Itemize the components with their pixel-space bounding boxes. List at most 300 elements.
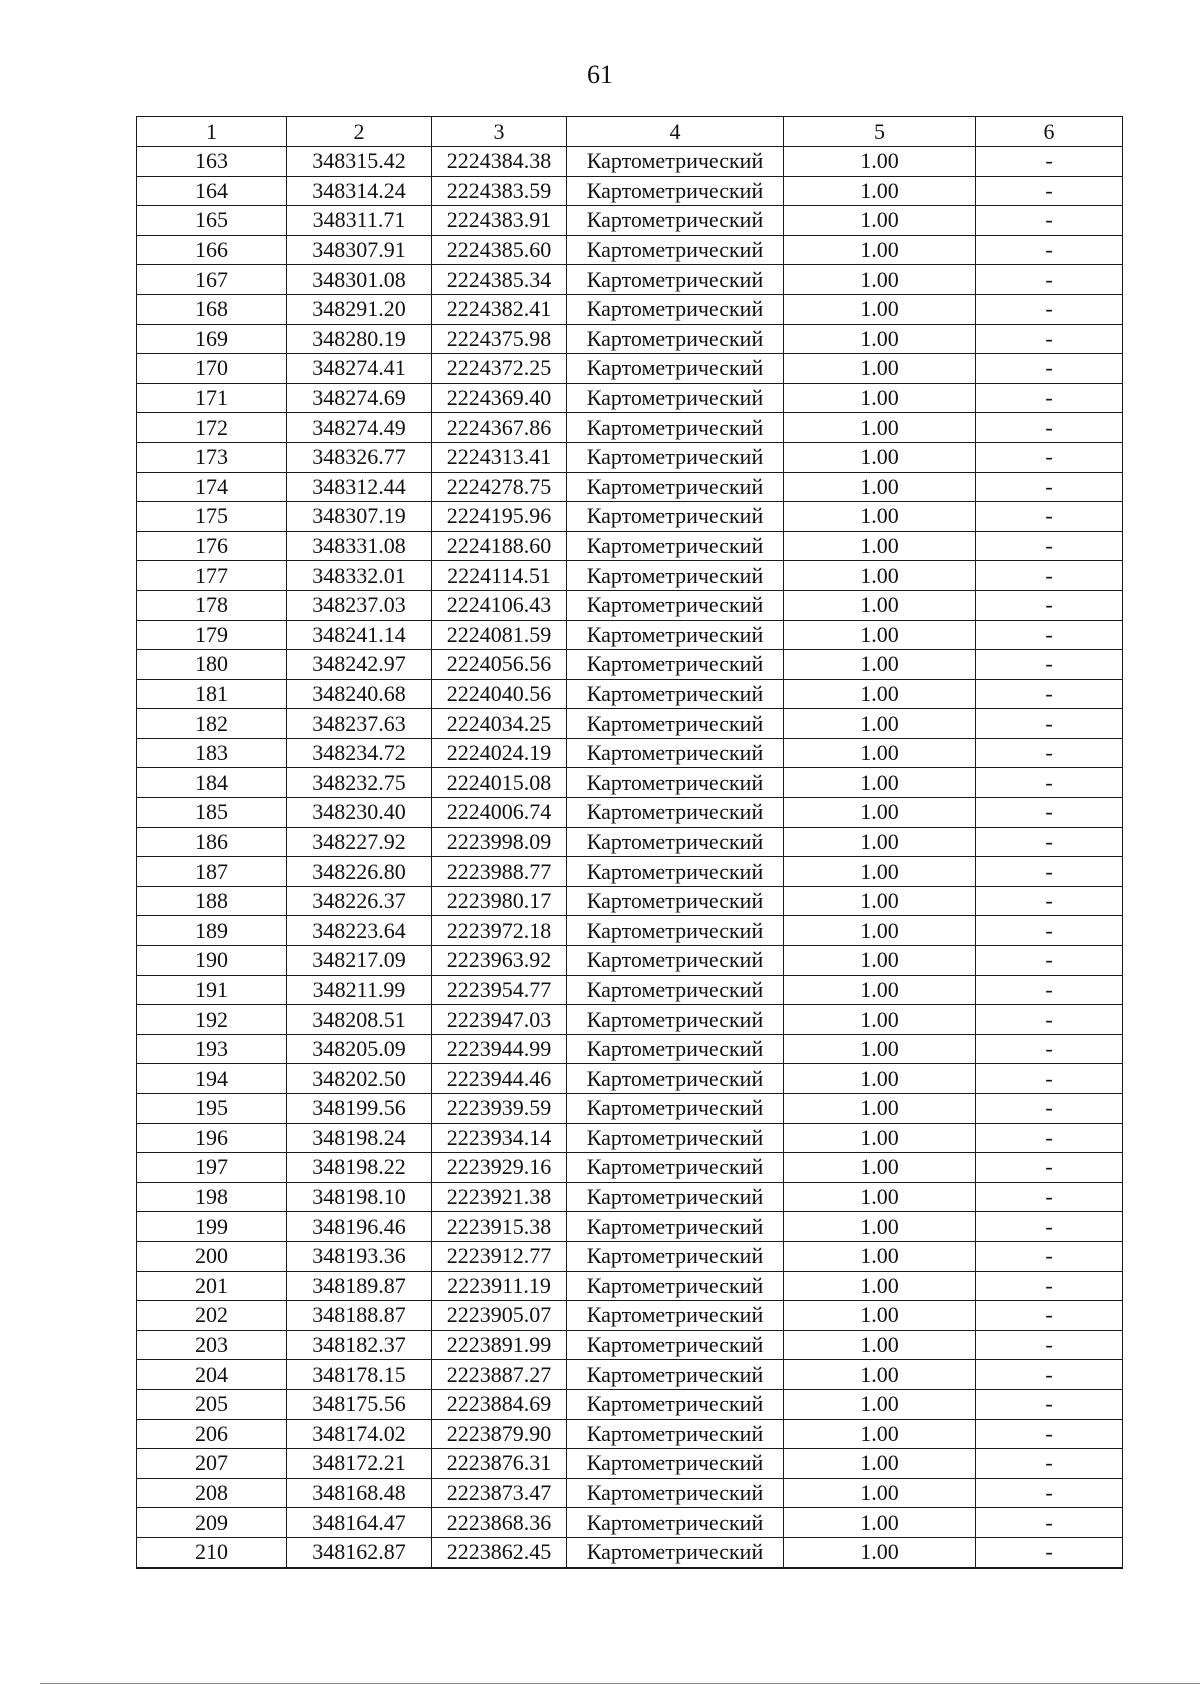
method-cell: Картометрический <box>567 1419 784 1449</box>
point-number-cell: 167 <box>137 265 287 295</box>
x-coordinate-cell: 348274.69 <box>287 383 432 413</box>
accuracy-cell: 1.00 <box>784 679 976 709</box>
x-coordinate-cell: 348172.21 <box>287 1449 432 1479</box>
note-cell: - <box>976 1153 1123 1183</box>
method-cell: Картометрический <box>567 1301 784 1331</box>
y-coordinate-cell: 2224367.86 <box>432 413 567 443</box>
point-number-cell: 199 <box>137 1212 287 1242</box>
y-coordinate-cell: 2223862.45 <box>432 1537 567 1567</box>
y-coordinate-cell: 2224369.40 <box>432 383 567 413</box>
accuracy-cell: 1.00 <box>784 383 976 413</box>
y-coordinate-cell: 2223998.09 <box>432 827 567 857</box>
method-cell: Картометрический <box>567 1182 784 1212</box>
table-row <box>137 531 1123 561</box>
accuracy-cell: 1.00 <box>784 531 976 561</box>
method-cell: Картометрический <box>567 798 784 828</box>
point-number-cell: 193 <box>137 1034 287 1064</box>
note-cell: - <box>976 590 1123 620</box>
point-number-cell: 200 <box>137 1241 287 1271</box>
note-cell: - <box>976 886 1123 916</box>
table-row <box>137 590 1123 620</box>
method-cell: Картометрический <box>567 827 784 857</box>
point-number-cell: 171 <box>137 383 287 413</box>
x-coordinate-cell: 348274.49 <box>287 413 432 443</box>
y-coordinate-cell: 2223911.19 <box>432 1271 567 1301</box>
method-cell: Картометрический <box>567 886 784 916</box>
note-cell: - <box>976 206 1123 236</box>
method-cell: Картометрический <box>567 1449 784 1479</box>
y-coordinate-cell: 2223988.77 <box>432 857 567 887</box>
x-coordinate-cell: 348168.48 <box>287 1478 432 1508</box>
y-coordinate-cell: 2223873.47 <box>432 1478 567 1508</box>
x-coordinate-cell: 348208.51 <box>287 1005 432 1035</box>
note-cell: - <box>976 1301 1123 1331</box>
point-number-cell: 194 <box>137 1064 287 1094</box>
accuracy-cell: 1.00 <box>784 1005 976 1035</box>
method-cell: Картометрический <box>567 1034 784 1064</box>
accuracy-cell: 1.00 <box>784 1360 976 1390</box>
method-cell: Картометрический <box>567 1212 784 1242</box>
y-coordinate-cell: 2224034.25 <box>432 709 567 739</box>
accuracy-cell: 1.00 <box>784 1241 976 1271</box>
point-number-cell: 197 <box>137 1153 287 1183</box>
accuracy-cell: 1.00 <box>784 650 976 680</box>
table-row <box>137 442 1123 472</box>
point-number-cell: 188 <box>137 886 287 916</box>
table-row <box>137 235 1123 265</box>
x-coordinate-cell: 348226.80 <box>287 857 432 887</box>
accuracy-cell: 1.00 <box>784 354 976 384</box>
y-coordinate-cell: 2224278.75 <box>432 472 567 502</box>
accuracy-cell: 1.00 <box>784 176 976 206</box>
point-number-cell: 185 <box>137 798 287 828</box>
accuracy-cell: 1.00 <box>784 1419 976 1449</box>
note-cell: - <box>976 1449 1123 1479</box>
x-coordinate-cell: 348332.01 <box>287 561 432 591</box>
method-cell: Картометрический <box>567 1005 784 1035</box>
table-row <box>137 324 1123 354</box>
y-coordinate-cell: 2224382.41 <box>432 294 567 324</box>
method-cell: Картометрический <box>567 324 784 354</box>
note-cell: - <box>976 709 1123 739</box>
x-coordinate-cell: 348193.36 <box>287 1241 432 1271</box>
table-row <box>137 1212 1123 1242</box>
x-coordinate-cell: 348174.02 <box>287 1419 432 1449</box>
y-coordinate-cell: 2223934.14 <box>432 1123 567 1153</box>
y-coordinate-cell: 2223891.99 <box>432 1330 567 1360</box>
y-coordinate-cell: 2223912.77 <box>432 1241 567 1271</box>
x-coordinate-cell: 348188.87 <box>287 1301 432 1331</box>
method-cell: Картометрический <box>567 472 784 502</box>
method-cell: Картометрический <box>567 1508 784 1538</box>
note-cell: - <box>976 798 1123 828</box>
y-coordinate-cell: 2223876.31 <box>432 1449 567 1479</box>
point-number-cell: 192 <box>137 1005 287 1035</box>
point-number-cell: 183 <box>137 738 287 768</box>
y-coordinate-cell: 2223915.38 <box>432 1212 567 1242</box>
note-cell: - <box>976 472 1123 502</box>
table-body <box>137 147 1123 1568</box>
method-cell: Картометрический <box>567 975 784 1005</box>
table-row <box>137 1153 1123 1183</box>
x-coordinate-cell: 348307.19 <box>287 502 432 532</box>
method-cell: Картометрический <box>567 1064 784 1094</box>
y-coordinate-cell: 2223929.16 <box>432 1153 567 1183</box>
note-cell: - <box>976 147 1123 177</box>
method-cell: Картометрический <box>567 650 784 680</box>
note-cell: - <box>976 738 1123 768</box>
point-number-cell: 172 <box>137 413 287 443</box>
x-coordinate-cell: 348175.56 <box>287 1389 432 1419</box>
column-header-6: 6 <box>976 117 1123 147</box>
note-cell: - <box>976 1271 1123 1301</box>
y-coordinate-cell: 2224385.60 <box>432 235 567 265</box>
point-number-cell: 163 <box>137 147 287 177</box>
note-cell: - <box>976 1094 1123 1124</box>
note-cell: - <box>976 531 1123 561</box>
table-row <box>137 679 1123 709</box>
point-number-cell: 205 <box>137 1389 287 1419</box>
column-header-3: 3 <box>432 117 567 147</box>
x-coordinate-cell: 348196.46 <box>287 1212 432 1242</box>
point-number-cell: 198 <box>137 1182 287 1212</box>
x-coordinate-cell: 348226.37 <box>287 886 432 916</box>
point-number-cell: 176 <box>137 531 287 561</box>
accuracy-cell: 1.00 <box>784 738 976 768</box>
x-coordinate-cell: 348291.20 <box>287 294 432 324</box>
x-coordinate-cell: 348198.10 <box>287 1182 432 1212</box>
y-coordinate-cell: 2223954.77 <box>432 975 567 1005</box>
table-row <box>137 768 1123 798</box>
accuracy-cell: 1.00 <box>784 1271 976 1301</box>
note-cell: - <box>976 857 1123 887</box>
accuracy-cell: 1.00 <box>784 147 976 177</box>
note-cell: - <box>976 1182 1123 1212</box>
point-number-cell: 209 <box>137 1508 287 1538</box>
point-number-cell: 206 <box>137 1419 287 1449</box>
note-cell: - <box>976 324 1123 354</box>
y-coordinate-cell: 2224024.19 <box>432 738 567 768</box>
table-row <box>137 1241 1123 1271</box>
method-cell: Картометрический <box>567 265 784 295</box>
method-cell: Картометрический <box>567 354 784 384</box>
point-number-cell: 203 <box>137 1330 287 1360</box>
y-coordinate-cell: 2223980.17 <box>432 886 567 916</box>
point-number-cell: 179 <box>137 620 287 650</box>
method-cell: Картометрический <box>567 1389 784 1419</box>
x-coordinate-cell: 348178.15 <box>287 1360 432 1390</box>
method-cell: Картометрический <box>567 1330 784 1360</box>
note-cell: - <box>976 1389 1123 1419</box>
note-cell: - <box>976 561 1123 591</box>
y-coordinate-cell: 2223884.69 <box>432 1389 567 1419</box>
x-coordinate-cell: 348189.87 <box>287 1271 432 1301</box>
table-row <box>137 206 1123 236</box>
note-cell: - <box>976 1034 1123 1064</box>
accuracy-cell: 1.00 <box>784 590 976 620</box>
note-cell: - <box>976 1212 1123 1242</box>
x-coordinate-cell: 348230.40 <box>287 798 432 828</box>
method-cell: Картометрический <box>567 413 784 443</box>
note-cell: - <box>976 354 1123 384</box>
method-cell: Картометрический <box>567 709 784 739</box>
table-row <box>137 975 1123 1005</box>
accuracy-cell: 1.00 <box>784 1212 976 1242</box>
method-cell: Картометрический <box>567 679 784 709</box>
table-row <box>137 1508 1123 1538</box>
note-cell: - <box>976 620 1123 650</box>
table-row <box>137 383 1123 413</box>
note-cell: - <box>976 1330 1123 1360</box>
table-row <box>137 413 1123 443</box>
point-number-cell: 189 <box>137 916 287 946</box>
note-cell: - <box>976 1005 1123 1035</box>
x-coordinate-cell: 348199.56 <box>287 1094 432 1124</box>
table-row <box>137 827 1123 857</box>
table-row <box>137 1182 1123 1212</box>
x-coordinate-cell: 348312.44 <box>287 472 432 502</box>
point-number-cell: 166 <box>137 235 287 265</box>
accuracy-cell: 1.00 <box>784 1508 976 1538</box>
table-row <box>137 1478 1123 1508</box>
accuracy-cell: 1.00 <box>784 324 976 354</box>
y-coordinate-cell: 2223947.03 <box>432 1005 567 1035</box>
accuracy-cell: 1.00 <box>784 294 976 324</box>
y-coordinate-cell: 2224375.98 <box>432 324 567 354</box>
point-number-cell: 201 <box>137 1271 287 1301</box>
note-cell: - <box>976 265 1123 295</box>
x-coordinate-cell: 348234.72 <box>287 738 432 768</box>
accuracy-cell: 1.00 <box>784 946 976 976</box>
table-row <box>137 265 1123 295</box>
note-cell: - <box>976 1064 1123 1094</box>
x-coordinate-cell: 348240.68 <box>287 679 432 709</box>
y-coordinate-cell: 2223887.27 <box>432 1360 567 1390</box>
y-coordinate-cell: 2223944.46 <box>432 1064 567 1094</box>
method-cell: Картометрический <box>567 206 784 236</box>
note-cell: - <box>976 1123 1123 1153</box>
method-cell: Картометрический <box>567 1153 784 1183</box>
y-coordinate-cell: 2224006.74 <box>432 798 567 828</box>
accuracy-cell: 1.00 <box>784 1034 976 1064</box>
note-cell: - <box>976 383 1123 413</box>
method-cell: Картометрический <box>567 1094 784 1124</box>
point-number-cell: 182 <box>137 709 287 739</box>
accuracy-cell: 1.00 <box>784 1389 976 1419</box>
note-cell: - <box>976 442 1123 472</box>
point-number-cell: 174 <box>137 472 287 502</box>
y-coordinate-cell: 2224106.43 <box>432 590 567 620</box>
x-coordinate-cell: 348326.77 <box>287 442 432 472</box>
table-row <box>137 502 1123 532</box>
x-coordinate-cell: 348202.50 <box>287 1064 432 1094</box>
table-row <box>137 147 1123 177</box>
table-row <box>137 1271 1123 1301</box>
method-cell: Картометрический <box>567 1271 784 1301</box>
y-coordinate-cell: 2224383.91 <box>432 206 567 236</box>
y-coordinate-cell: 2224056.56 <box>432 650 567 680</box>
accuracy-cell: 1.00 <box>784 235 976 265</box>
table-row <box>137 798 1123 828</box>
coordinates-table <box>136 116 1123 1569</box>
y-coordinate-cell: 2224114.51 <box>432 561 567 591</box>
note-cell: - <box>976 1537 1123 1567</box>
point-number-cell: 170 <box>137 354 287 384</box>
note-cell: - <box>976 946 1123 976</box>
note-cell: - <box>976 1419 1123 1449</box>
method-cell: Картометрический <box>567 1537 784 1567</box>
y-coordinate-cell: 2223939.59 <box>432 1094 567 1124</box>
note-cell: - <box>976 502 1123 532</box>
x-coordinate-cell: 348311.71 <box>287 206 432 236</box>
x-coordinate-cell: 348331.08 <box>287 531 432 561</box>
point-number-cell: 207 <box>137 1449 287 1479</box>
x-coordinate-cell: 348223.64 <box>287 916 432 946</box>
table-row <box>137 354 1123 384</box>
accuracy-cell: 1.00 <box>784 1478 976 1508</box>
note-cell: - <box>976 235 1123 265</box>
y-coordinate-cell: 2224313.41 <box>432 442 567 472</box>
method-cell: Картометрический <box>567 502 784 532</box>
x-coordinate-cell: 348182.37 <box>287 1330 432 1360</box>
point-number-cell: 181 <box>137 679 287 709</box>
note-cell: - <box>976 1478 1123 1508</box>
note-cell: - <box>976 1508 1123 1538</box>
x-coordinate-cell: 348307.91 <box>287 235 432 265</box>
method-cell: Картометрический <box>567 916 784 946</box>
table-row <box>137 857 1123 887</box>
point-number-cell: 184 <box>137 768 287 798</box>
y-coordinate-cell: 2224372.25 <box>432 354 567 384</box>
point-number-cell: 164 <box>137 176 287 206</box>
note-cell: - <box>976 413 1123 443</box>
x-coordinate-cell: 348232.75 <box>287 768 432 798</box>
accuracy-cell: 1.00 <box>784 1449 976 1479</box>
point-number-cell: 210 <box>137 1537 287 1567</box>
x-coordinate-cell: 348211.99 <box>287 975 432 1005</box>
method-cell: Картометрический <box>567 1478 784 1508</box>
table-row <box>137 709 1123 739</box>
x-coordinate-cell: 348274.41 <box>287 354 432 384</box>
point-number-cell: 180 <box>137 650 287 680</box>
accuracy-cell: 1.00 <box>784 561 976 591</box>
note-cell: - <box>976 975 1123 1005</box>
method-cell: Картометрический <box>567 1241 784 1271</box>
accuracy-cell: 1.00 <box>784 620 976 650</box>
note-cell: - <box>976 1360 1123 1390</box>
accuracy-cell: 1.00 <box>784 1182 976 1212</box>
accuracy-cell: 1.00 <box>784 886 976 916</box>
x-coordinate-cell: 348164.47 <box>287 1508 432 1538</box>
note-cell: - <box>976 176 1123 206</box>
y-coordinate-cell: 2223879.90 <box>432 1419 567 1449</box>
column-header-4: 4 <box>567 117 784 147</box>
method-cell: Картометрический <box>567 590 784 620</box>
note-cell: - <box>976 1241 1123 1271</box>
point-number-cell: 169 <box>137 324 287 354</box>
accuracy-cell: 1.00 <box>784 916 976 946</box>
y-coordinate-cell: 2224385.34 <box>432 265 567 295</box>
x-coordinate-cell: 348241.14 <box>287 620 432 650</box>
note-cell: - <box>976 768 1123 798</box>
accuracy-cell: 1.00 <box>784 768 976 798</box>
note-cell: - <box>976 916 1123 946</box>
table-row <box>137 1449 1123 1479</box>
table-row <box>137 738 1123 768</box>
y-coordinate-cell: 2224015.08 <box>432 768 567 798</box>
page-bottom-rule <box>40 1683 1200 1684</box>
accuracy-cell: 1.00 <box>784 1094 976 1124</box>
x-coordinate-cell: 348227.92 <box>287 827 432 857</box>
table-row <box>137 1360 1123 1390</box>
accuracy-cell: 1.00 <box>784 502 976 532</box>
point-number-cell: 173 <box>137 442 287 472</box>
accuracy-cell: 1.00 <box>784 1330 976 1360</box>
table-row <box>137 620 1123 650</box>
table-row <box>137 176 1123 206</box>
accuracy-cell: 1.00 <box>784 798 976 828</box>
point-number-cell: 187 <box>137 857 287 887</box>
note-cell: - <box>976 827 1123 857</box>
accuracy-cell: 1.00 <box>784 709 976 739</box>
method-cell: Картометрический <box>567 946 784 976</box>
accuracy-cell: 1.00 <box>784 975 976 1005</box>
x-coordinate-cell: 348198.22 <box>287 1153 432 1183</box>
page-number: 61 <box>587 60 613 89</box>
column-header-1: 1 <box>137 117 287 147</box>
point-number-cell: 204 <box>137 1360 287 1390</box>
accuracy-cell: 1.00 <box>784 265 976 295</box>
method-cell: Картометрический <box>567 383 784 413</box>
x-coordinate-cell: 348280.19 <box>287 324 432 354</box>
x-coordinate-cell: 348315.42 <box>287 147 432 177</box>
note-cell: - <box>976 650 1123 680</box>
point-number-cell: 195 <box>137 1094 287 1124</box>
accuracy-cell: 1.00 <box>784 1153 976 1183</box>
method-cell: Картометрический <box>567 147 784 177</box>
point-number-cell: 191 <box>137 975 287 1005</box>
table-row <box>137 1094 1123 1124</box>
table-row <box>137 1537 1123 1567</box>
y-coordinate-cell: 2224081.59 <box>432 620 567 650</box>
table-row <box>137 650 1123 680</box>
table-row <box>137 946 1123 976</box>
column-header-2: 2 <box>287 117 432 147</box>
accuracy-cell: 1.00 <box>784 1064 976 1094</box>
x-coordinate-cell: 348237.63 <box>287 709 432 739</box>
table-row <box>137 472 1123 502</box>
accuracy-cell: 1.00 <box>784 442 976 472</box>
table-row <box>137 294 1123 324</box>
point-number-cell: 165 <box>137 206 287 236</box>
table-row <box>137 1330 1123 1360</box>
table-header <box>137 117 1123 147</box>
table-row <box>137 1064 1123 1094</box>
table-row <box>137 886 1123 916</box>
table-row <box>137 1123 1123 1153</box>
table-row <box>137 561 1123 591</box>
y-coordinate-cell: 2223972.18 <box>432 916 567 946</box>
point-number-cell: 196 <box>137 1123 287 1153</box>
point-number-cell: 208 <box>137 1478 287 1508</box>
table-row <box>137 1301 1123 1331</box>
y-coordinate-cell: 2223905.07 <box>432 1301 567 1331</box>
y-coordinate-cell: 2224384.38 <box>432 147 567 177</box>
accuracy-cell: 1.00 <box>784 206 976 236</box>
point-number-cell: 202 <box>137 1301 287 1331</box>
method-cell: Картометрический <box>567 1360 784 1390</box>
note-cell: - <box>976 294 1123 324</box>
